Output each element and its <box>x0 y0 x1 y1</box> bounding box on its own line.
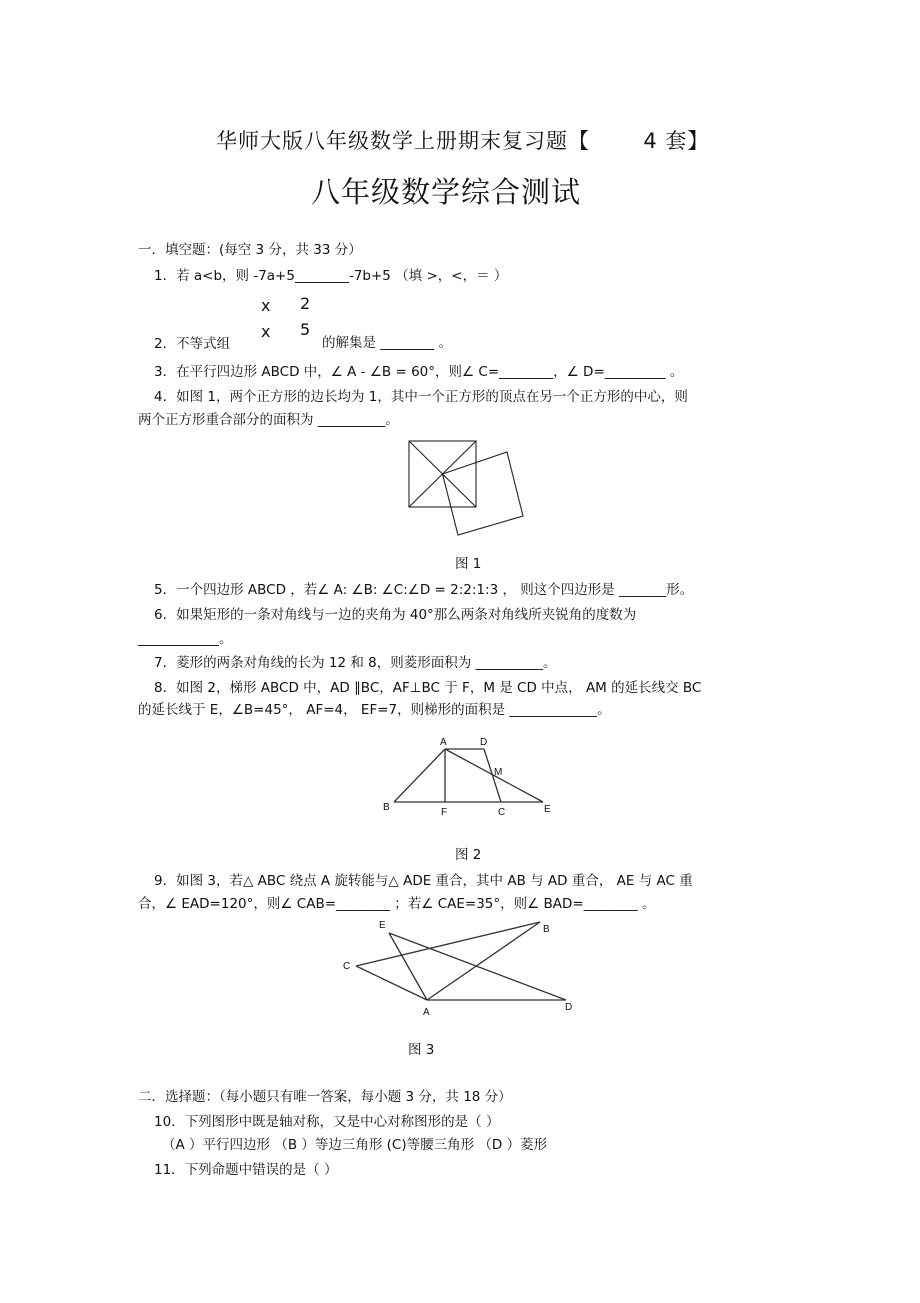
question-9-line2: 合，∠ EAD=120°，则∠ CAB=________ ；若∠ CAE=35°，则∠ BAD=________ 。 <box>138 896 656 912</box>
q2-label: 2．不等式组 <box>154 336 231 352</box>
fig3-label-c: C <box>343 961 351 972</box>
q2-bot-x: x <box>261 322 271 341</box>
fig3-label-b: B <box>543 924 550 935</box>
question-7: 7．菱形的两条对角线的长为 12 和 8，则菱形面积为 __________。 <box>154 655 557 671</box>
fig3-label-d: D <box>565 1002 573 1013</box>
fig2-label-a: A <box>440 737 447 748</box>
figure-1-caption: 图 1 <box>455 556 482 572</box>
figure-1 <box>404 436 528 540</box>
subtitle: 八年级数学综合测试 <box>311 175 582 209</box>
question-3: 3．在平行四边形 ABCD 中，∠ A - ∠B = 60°，则∠ C=________，∠ D=_________ 。 <box>154 364 684 380</box>
section2-heading: 二．选择题：（每小题只有唯一答案，每小题 3 分，共 18 分） <box>138 1089 512 1105</box>
q2-top-x: x <box>261 296 271 315</box>
fig3-label-e: E <box>379 920 386 931</box>
figure-3-caption: 图 3 <box>408 1042 435 1058</box>
fig2-label-m: M <box>494 767 503 778</box>
main-title-count: 4 套】 <box>643 129 710 153</box>
fig3-segment-ea <box>389 933 427 1000</box>
main-title <box>216 125 709 155</box>
fig3-segment-ed <box>389 933 566 1000</box>
question-8-line2: 的延长线于 E，∠B=45°， AF=4， EF=7，则梯形的面积是 _____________。 <box>138 702 611 718</box>
question-4-line2: 两个正方形重合部分的面积为 __________。 <box>138 412 399 428</box>
question-6-line1: 6．如果矩形的一条对角线与一边的夹角为 40°那么两条对角线所夹锐角的度数为 <box>154 607 637 623</box>
fig2-segment-ab <box>394 749 445 802</box>
question-4-line1: 4．如图 1，两个正方形的边长均为 1，其中一个正方形的顶点在另一个正方形的中心，则 <box>154 389 688 405</box>
question-10: 10．下列图形中既是轴对称，又是中心对称图形的是（ ） <box>154 1114 500 1130</box>
question-5: 5．一个四边形 ABCD ，若∠ A: ∠B: ∠C:∠D = 2:2:1:3 ， 则这个四边形是 _______形。 <box>154 582 694 598</box>
question-1: 1．若 a<b，则 -7a+5________-7b+5 （填 >，<，＝ ） <box>154 268 508 284</box>
question-11: 11．下列命题中错误的是（ ） <box>154 1162 338 1178</box>
figure-2 <box>378 732 558 822</box>
fig2-label-c: C <box>498 807 506 818</box>
fig1-square-2 <box>443 452 524 535</box>
fig2-label-e: E <box>544 804 551 815</box>
fig3-segment-ab <box>427 922 540 1000</box>
q2-bot-val: 5 <box>300 320 311 339</box>
q2-top-val: 2 <box>300 294 311 313</box>
fig3-segment-ca <box>356 966 427 1000</box>
question-8-line1: 8．如图 2，梯形 ABCD 中，AD ∥BC，AF⊥BC 于 F，M 是 CD 中点， AM 的延长线交 BC <box>154 680 702 696</box>
fig3-label-a: A <box>423 1007 430 1018</box>
question-10-options: （A ）平行四边形 （B ）等边三角形 (C)等腰三角形 （D ）菱形 <box>162 1137 548 1153</box>
section1-heading: 一．填空题：(每空 3 分，共 33 分） <box>138 242 362 258</box>
fig2-label-f: F <box>441 807 448 818</box>
main-title-text: 华师大版八年级数学上册期末复习题【 <box>216 129 590 153</box>
figure-2-caption: 图 2 <box>455 847 482 863</box>
question-9-line1: 9．如图 3，若△ ABC 绕点 A 旋转能与△ ADE 重合，其中 AB 与 AD 重合， AE 与 AC 重 <box>154 873 693 889</box>
figure-3 <box>336 912 586 1022</box>
q2-tail: 的解集是 ________ 。 <box>322 335 453 351</box>
question-6-line2: ____________。 <box>138 631 233 647</box>
fig2-label-d: D <box>480 737 488 748</box>
fig2-label-b: B <box>383 802 390 813</box>
